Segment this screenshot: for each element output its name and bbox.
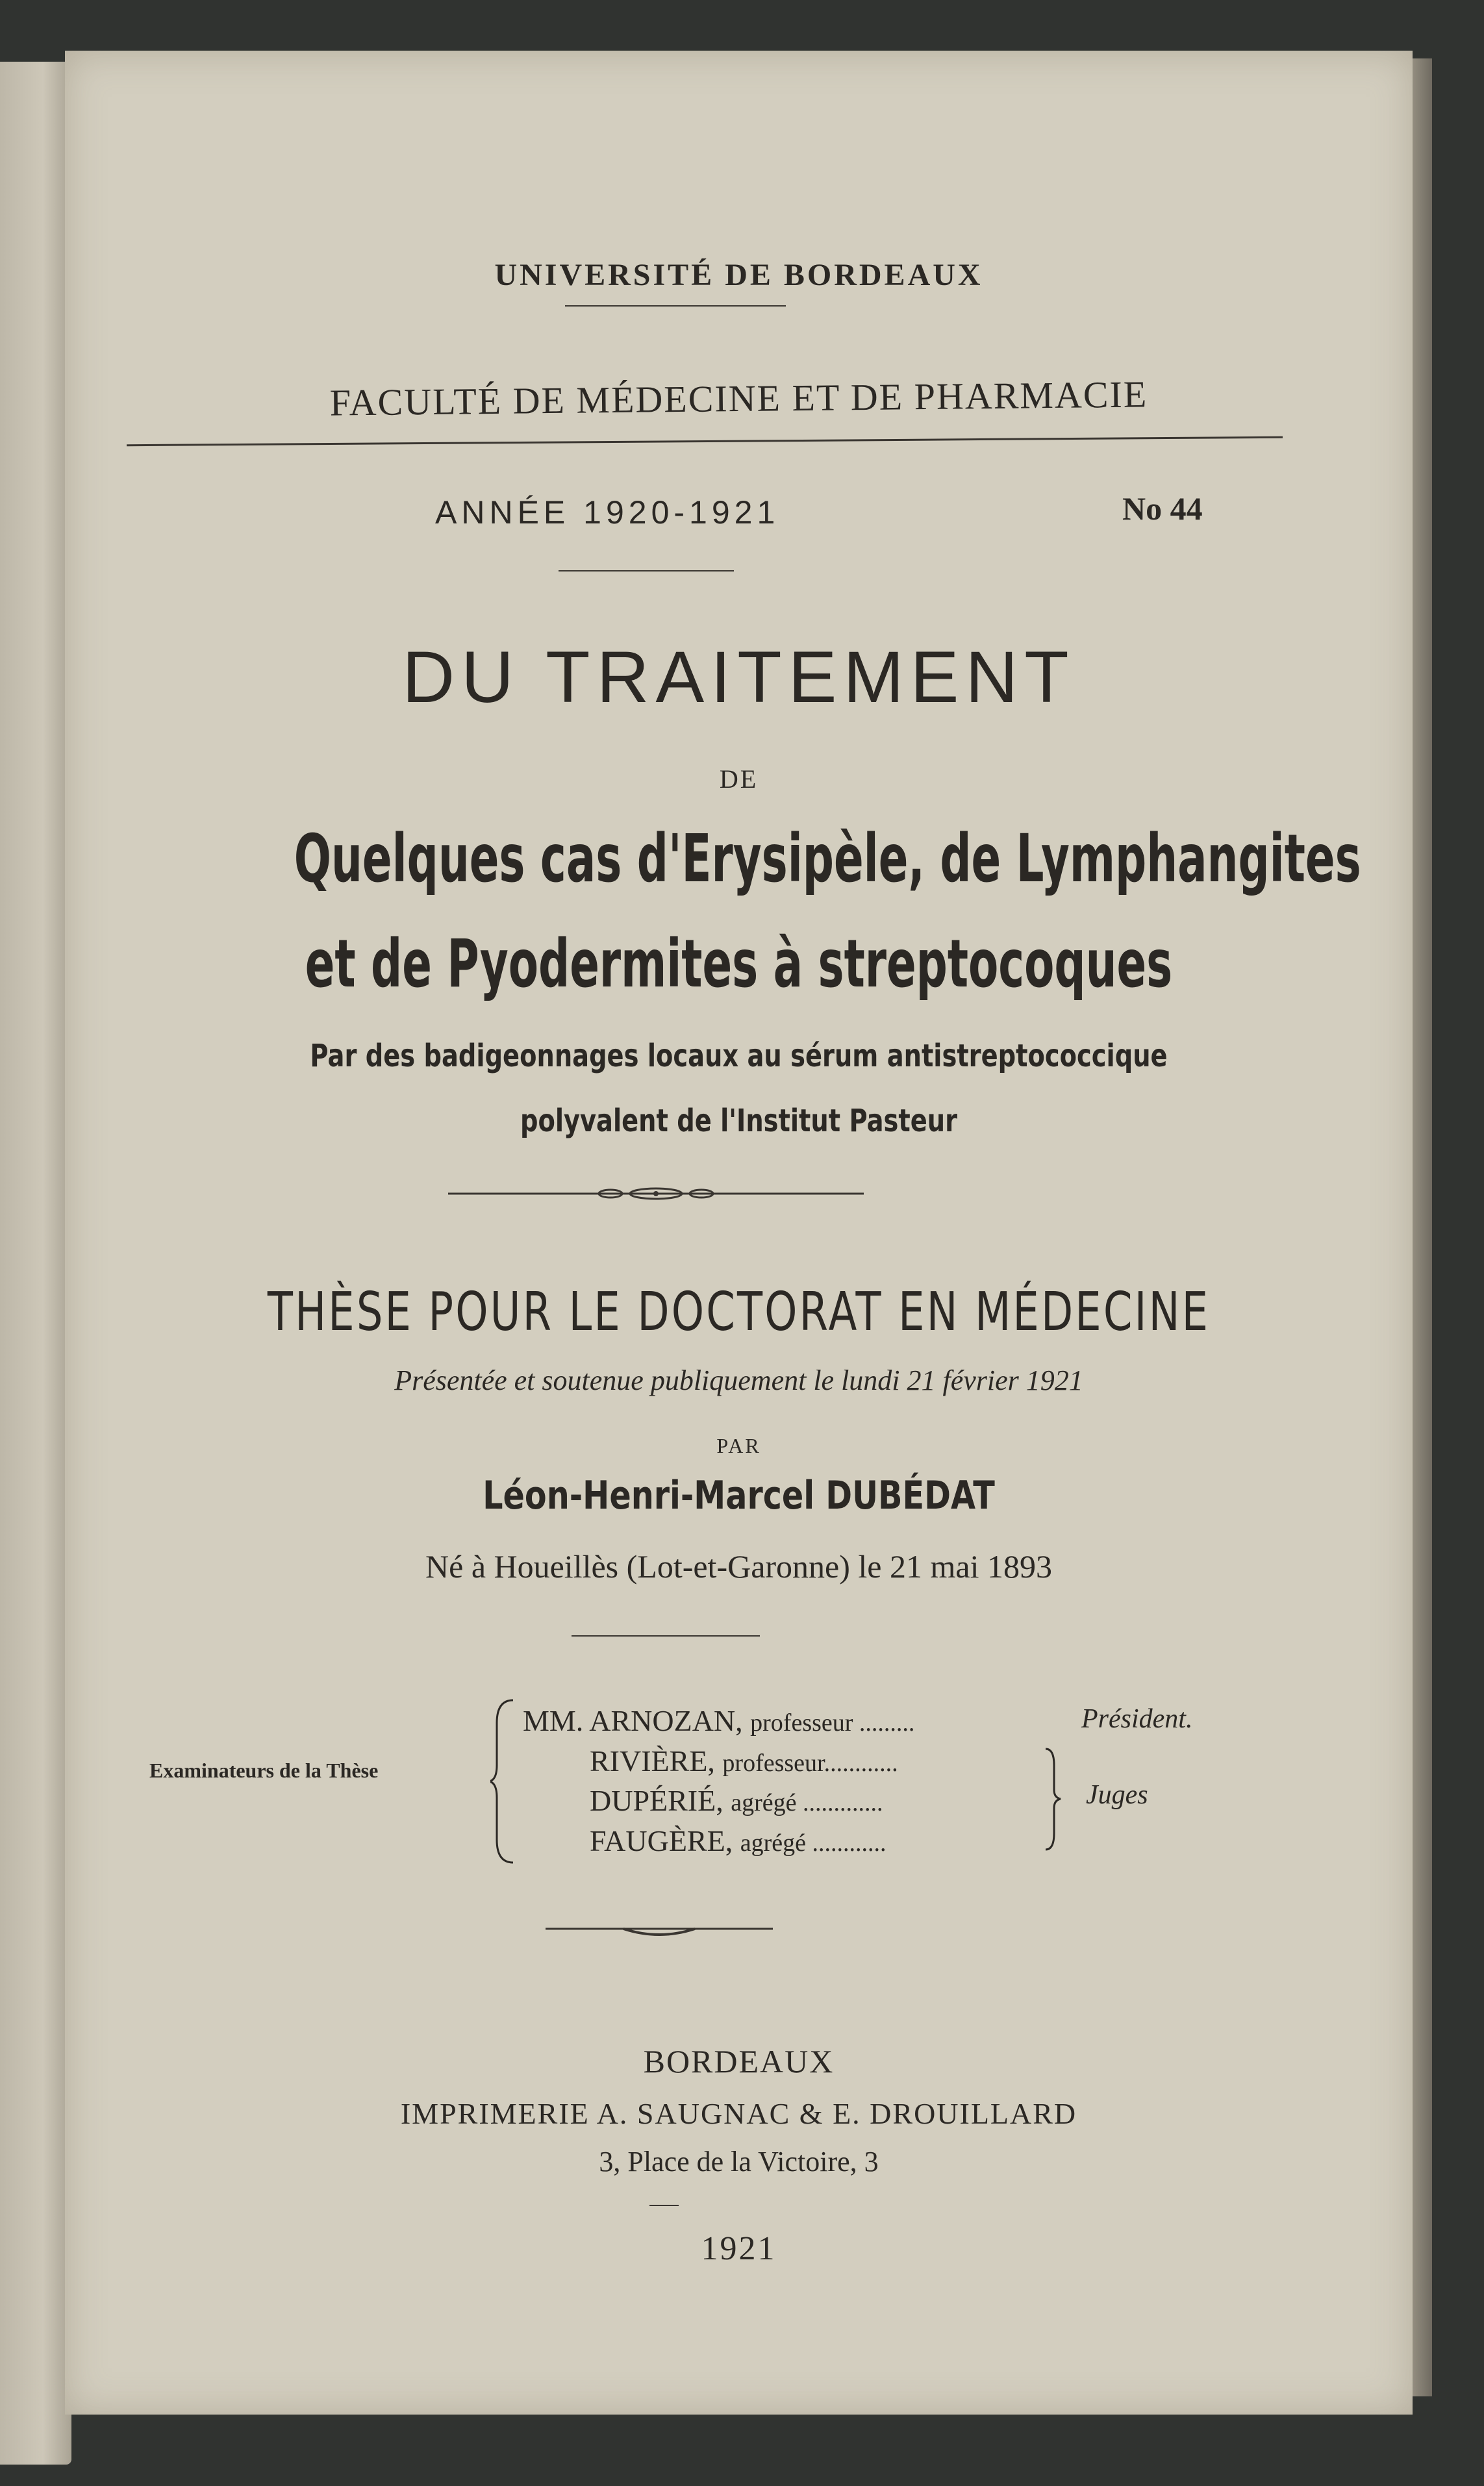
publication-year: 1921 (701, 2230, 777, 2267)
right-brace-icon (1042, 1746, 1062, 1853)
academic-year: ANNÉE 1920-1921 (435, 494, 780, 531)
publisher-city: BORDEAUX (643, 2043, 835, 2079)
faculty-name: FACULTÉ DE MÉDECINE ET DE PHARMACIE (329, 373, 1148, 424)
description-line-2: polyvalent de l'Institut Pasteur (520, 1103, 958, 1139)
examiner-row (590, 1744, 898, 1778)
main-title: DU TRAITEMENT (402, 636, 1075, 718)
by-label: PAR (716, 1434, 761, 1457)
ornamental-divider-icon (448, 1181, 864, 1207)
examiner-title: professeur ......... (750, 1709, 915, 1737)
rule-under-university (565, 305, 786, 307)
examiner-name: RIVIÈRE, (590, 1744, 715, 1777)
examiner-title: professeur............ (722, 1750, 898, 1777)
subtitle-line-1: Quelques cas d'Erysipèle, de Lymphangites (294, 820, 1361, 898)
university-name: UNIVERSITÉ DE BORDEAUX (494, 258, 983, 292)
examiner-title: agrégé ............ (740, 1829, 887, 1857)
subtitle-line-2: et de Pyodermites à streptocoques (305, 925, 1173, 1003)
author-birth: Né à Houeillès (Lot-et-Garonne) le 21 mai 1893 (425, 1548, 1052, 1585)
thesis-heading: THÈSE POUR LE DOCTORAT EN MÉDECINE (267, 1281, 1211, 1343)
examiners-label: Examinateurs de la Thèse (149, 1759, 379, 1782)
rule-under-year (559, 570, 734, 571)
rule-under-faculty (127, 436, 1283, 446)
examiner-title: agrégé ............. (731, 1789, 883, 1816)
author-name: Léon-Henri-Marcel DUBÉDAT (483, 1473, 995, 1518)
rule-under-birth (572, 1635, 760, 1637)
left-brace-icon (490, 1697, 516, 1866)
examiner-name: MM. ARNOZAN, (523, 1704, 743, 1737)
previous-page-edge (0, 62, 71, 2465)
examiner-name: FAUGÈRE, (590, 1824, 733, 1857)
examiner-name: DUPÉRIÉ, (590, 1784, 723, 1817)
thesis-number: No 44 (1122, 490, 1203, 527)
role-judges: Juges (1086, 1780, 1148, 1810)
title-connector: DE (719, 764, 759, 794)
title-page (65, 51, 1413, 2415)
printer-address: 3, Place de la Victoire, 3 (599, 2146, 879, 2178)
description-line-1: Par des badigeonnages locaux au sérum antistreptococcique (310, 1038, 1168, 1074)
examiner-row (523, 1703, 914, 1738)
examiner-row (590, 1824, 886, 1858)
printer-name: IMPRIMERIE A. SAUGNAC & E. DROUILLARD (400, 2097, 1077, 2130)
role-president: Président. (1081, 1704, 1193, 1734)
ornamental-divider-icon (546, 1921, 773, 1940)
examiner-row (590, 1783, 883, 1818)
rule-above-year (649, 2205, 679, 2206)
presentation-date: Présentée et soutenue publiquement le lundi 21 février 1921 (394, 1364, 1083, 1396)
